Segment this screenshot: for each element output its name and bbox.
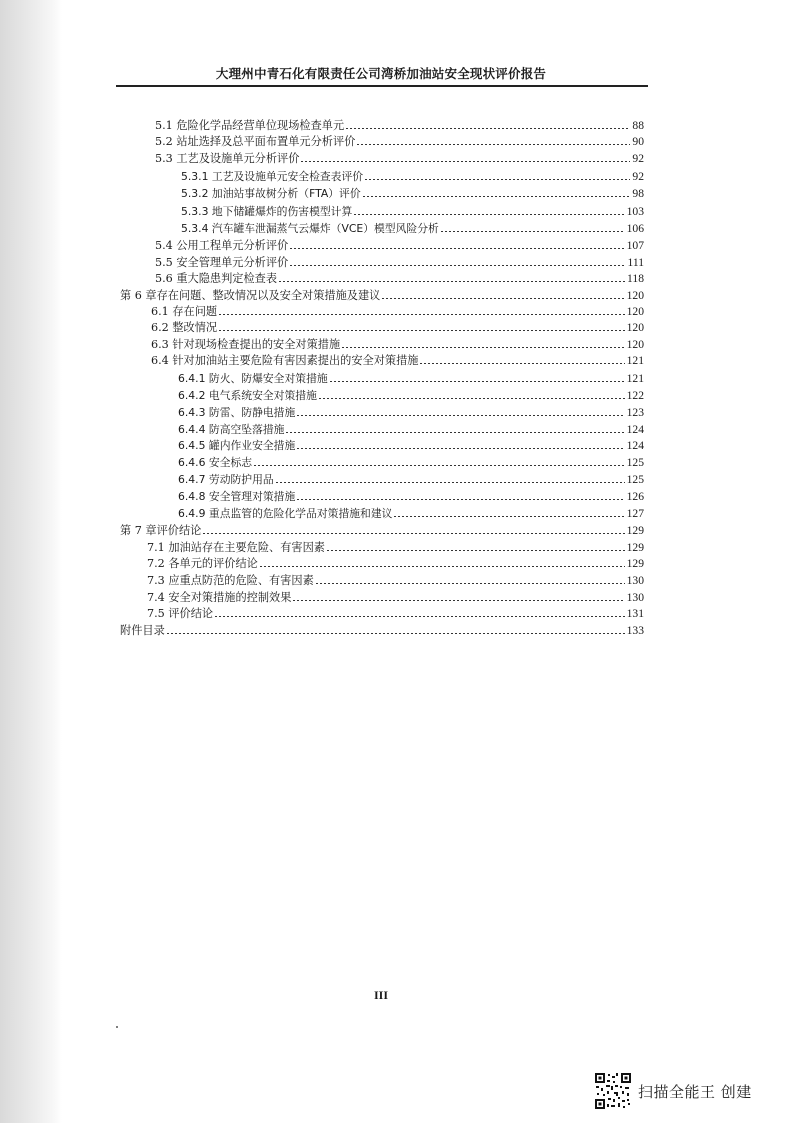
toc-entry: [178, 505, 644, 521]
toc-entry: [178, 404, 644, 420]
toc-dot-leader: [297, 415, 624, 416]
toc-entry-page: 129: [626, 524, 644, 537]
toc-entry: [181, 185, 644, 201]
toc-dot-leader: [260, 566, 625, 567]
toc-entry-title: 6.4.7 劳动防护用品: [178, 473, 274, 486]
toc-entry-page: 111: [627, 256, 644, 269]
toc-entry-page: 129: [626, 541, 644, 554]
toc-entry-title: 6.3 针对现场检查提出的安全对策措施: [151, 338, 341, 351]
toc-dot-leader: [254, 465, 625, 466]
toc-dot-leader: [327, 550, 625, 551]
toc-dot-leader: [167, 633, 625, 634]
toc-dot-leader: [293, 600, 624, 601]
toc-dot-leader: [346, 128, 630, 129]
toc-dot-leader: [365, 179, 630, 180]
toc-entry-page: 121: [626, 372, 644, 385]
report-header-title: 大理州中青石化有限责任公司湾桥加油站安全现状评价报告: [215, 66, 547, 81]
toc-dot-leader: [319, 398, 625, 399]
toc-entry: [181, 220, 644, 236]
toc-entry-page: 125: [626, 456, 644, 469]
toc-entry-title: 7.1 加油站存在主要危险、有害因素: [147, 541, 325, 554]
toc-dot-leader: [441, 231, 625, 232]
toc-entry-page: 131: [626, 607, 644, 620]
toc-entry-title: 7.3 应重点防范的危险、有害因素: [147, 574, 314, 587]
toc-dot-leader: [219, 330, 625, 331]
toc-entry-page: 90: [632, 135, 644, 148]
toc-entry-page: 92: [632, 170, 644, 183]
toc-entry-title: 5.2 站址选择及总平面布置单元分析评价: [155, 135, 356, 148]
toc-entry-title: 7.2 各单元的评价结论: [147, 557, 258, 570]
toc-entry-title: 6.4.6 安全标志: [178, 456, 253, 469]
toc-entry-title: 7.5 评价结论: [147, 607, 214, 620]
toc-dot-leader: [279, 281, 625, 282]
toc-entry: [120, 522, 644, 538]
toc-entry-page: 98: [632, 187, 644, 200]
toc-entry-page: 120: [626, 321, 644, 334]
toc-entry-page: 130: [626, 591, 644, 604]
toc-entry: [181, 168, 644, 184]
toc-entry-page: 124: [626, 439, 644, 452]
toc-dot-leader: [354, 214, 624, 215]
toc-dot-leader: [276, 482, 625, 483]
toc-entry-title: 第 6 章存在问题、整改情况以及安全对策措施及建议: [120, 289, 381, 302]
toc-entry: [178, 471, 644, 487]
toc-entry-page: 125: [626, 473, 644, 486]
header-rule: [116, 85, 648, 87]
toc-entry-page: 120: [626, 289, 644, 302]
toc-entry-title: 6.4 针对加油站主要危险有害因素提出的安全对策措施: [151, 354, 419, 367]
qr-code-icon: [594, 1072, 632, 1110]
toc-entry-page: 106: [626, 222, 644, 235]
toc-entry: [147, 605, 644, 621]
toc-entry-page: 118: [627, 272, 644, 285]
toc-entry-title: 附件目录: [120, 624, 165, 637]
toc-entry-page: 103: [626, 205, 644, 218]
toc-dot-leader: [297, 448, 624, 449]
toc-entry-title: 5.6 重大隐患判定检查表: [155, 272, 278, 285]
toc-dot-leader: [301, 161, 630, 162]
toc-entry: [155, 133, 644, 149]
toc-dot-leader: [363, 196, 631, 197]
toc-entry-title: 5.3.1 工艺及设施单元安全检查表评价: [181, 170, 364, 183]
toc-dot-leader: [203, 533, 624, 534]
toc-entry: [155, 150, 644, 166]
toc-entry: [178, 488, 644, 504]
toc-entry-title: 5.3 工艺及设施单元分析评价: [155, 152, 300, 165]
toc-entry: [178, 437, 644, 453]
toc-entry: [147, 539, 644, 555]
toc-entry-page: 126: [626, 490, 644, 503]
toc-entry-title: 6.4.5 罐内作业安全措施: [178, 439, 296, 452]
toc-entry-title: 6.4.8 安全管理对策措施: [178, 490, 296, 503]
toc-entry-title: 5.4 公用工程单元分析评价: [155, 239, 289, 252]
toc-entry-title: 第 7 章评价结论: [120, 524, 202, 537]
toc-entry-title: 6.4.9 重点监管的危险化学品对策措施和建议: [178, 507, 393, 520]
toc-entry-page: 88: [632, 119, 644, 132]
toc-entry-title: 7.4 安全对策措施的控制效果: [147, 591, 292, 604]
toc-dot-leader: [215, 616, 625, 617]
toc-entry-page: 92: [632, 152, 644, 165]
toc-entry-page: 120: [626, 338, 644, 351]
toc-entry: [147, 572, 644, 588]
toc-entry: [120, 622, 644, 638]
toc-entry: [155, 270, 644, 286]
watermark-text: 扫描全能王 创建: [638, 1082, 752, 1101]
page-number: III: [373, 988, 388, 1002]
scan-edge-shadow: [0, 0, 62, 1123]
toc-entry: [155, 254, 644, 270]
toc-entry-title: 6.1 存在问题: [151, 305, 218, 318]
toc-entry: [178, 454, 644, 470]
toc-entry: [151, 303, 644, 319]
toc-entry-page: 133: [626, 624, 644, 637]
toc-entry: [178, 370, 644, 386]
scan-speck: [116, 1026, 118, 1028]
toc-entry: [155, 237, 644, 253]
toc-dot-leader: [290, 248, 624, 249]
toc-entry-page: 107: [626, 239, 644, 252]
toc-entry-title: 6.4.1 防火、防爆安全对策措施: [178, 372, 328, 385]
toc-entry-page: 121: [626, 354, 644, 367]
toc-dot-leader: [286, 432, 624, 433]
toc-entry: [151, 352, 644, 368]
toc-entry-page: 130: [626, 574, 644, 587]
toc-entry-title: 6.4.2 电气系统安全对策措施: [178, 389, 317, 402]
toc-entry-title: 6.4.3 防雷、防静电措施: [178, 406, 296, 419]
toc-dot-leader: [394, 516, 624, 517]
toc-entry: [181, 203, 644, 219]
toc-entry-title: 5.3.3 地下储罐爆炸的伤害模型计算: [181, 205, 353, 218]
toc-dot-leader: [420, 363, 624, 364]
toc-entry-title: 5.1 危险化学品经营单位现场检查单元: [155, 119, 345, 132]
toc-entry-page: 122: [626, 389, 644, 402]
toc-dot-leader: [382, 298, 624, 299]
toc-dot-leader: [219, 314, 625, 315]
toc-entry-title: 5.3.2 加油站事故树分析（FTA）评价: [181, 187, 361, 200]
toc-entry-title: 6.4.4 防高空坠落措施: [178, 423, 285, 436]
toc-dot-leader: [342, 347, 624, 348]
toc-dot-leader: [316, 583, 625, 584]
toc-entry: [151, 319, 644, 335]
toc-dot-leader: [297, 499, 624, 500]
toc-entry: [120, 287, 644, 303]
toc-entry-title: 5.3.4 汽车罐车泄漏蒸气云爆炸（VCE）模型风险分析: [181, 222, 439, 235]
toc-entry-title: 5.5 安全管理单元分析评价: [155, 256, 289, 269]
toc-entry: [147, 555, 644, 571]
toc-entry: [151, 336, 644, 352]
toc-dot-leader: [290, 265, 625, 266]
toc-entry-page: 127: [626, 507, 644, 520]
toc-entry: [178, 421, 644, 437]
toc-entry: [155, 117, 644, 133]
toc-dot-leader: [357, 144, 630, 145]
toc-entry-page: 120: [626, 305, 644, 318]
scanner-watermark: [594, 1072, 752, 1110]
toc-entry-page: 129: [626, 557, 644, 570]
toc-entry: [147, 589, 644, 605]
toc-entry-page: 123: [626, 406, 644, 419]
toc-entry: [178, 387, 644, 403]
toc-entry-page: 124: [626, 423, 644, 436]
toc-dot-leader: [330, 381, 625, 382]
toc-entry-title: 6.2 整改情况: [151, 321, 218, 334]
